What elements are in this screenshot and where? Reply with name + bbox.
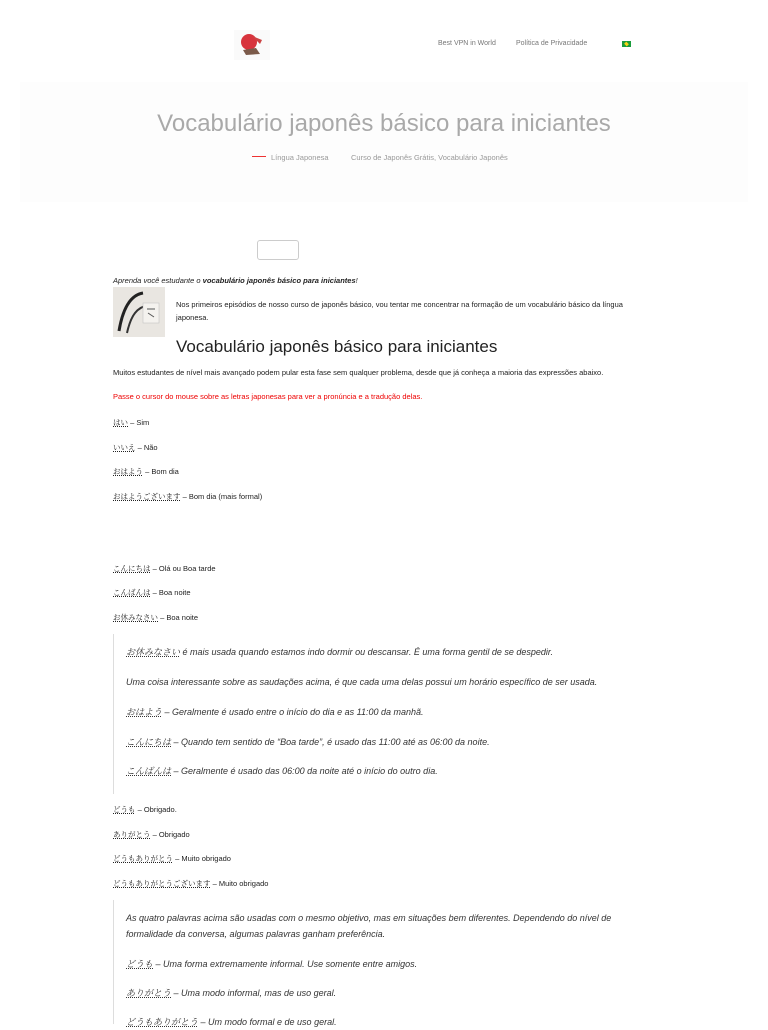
quote-line: こんにちは – Quando tem sentido de “Boa tarde”, é usado das 11:00 até as 06:00 da noite. (126, 737, 490, 747)
japanese-word[interactable]: こんばんは (113, 588, 151, 597)
japanese-word[interactable]: おはよう (113, 467, 143, 476)
japanese-word[interactable]: ありがとう (126, 988, 172, 998)
section-heading: Vocabulário japonês básico para iniciantes (176, 337, 498, 356)
quote-line: ありがとう – Uma modo informal, mas de uso geral. (126, 988, 337, 998)
blockquote-thanks (113, 900, 644, 1027)
japanese-word[interactable]: いいえ (113, 443, 136, 452)
japanese-word[interactable]: こんにちは (113, 564, 151, 573)
vocab-item: お休みなさい – Boa noite (113, 613, 199, 622)
japanese-word[interactable]: お休みなさい (113, 613, 158, 622)
japanese-word[interactable]: どうも (126, 959, 154, 969)
site-header (0, 0, 768, 80)
title-banner (20, 82, 748, 202)
site-logo[interactable] (234, 30, 270, 60)
vocab-item: はい – Sim (113, 418, 150, 427)
nav-best-vpn[interactable]: Best VPN in World (438, 40, 496, 47)
empty-box (257, 240, 299, 260)
japanese-word[interactable]: ありがとう (113, 830, 151, 839)
japanese-word[interactable]: おはようございます (113, 492, 181, 501)
vocab-item: おはよう – Bom dia (113, 467, 179, 476)
vocab-item: ありがとう – Obrigado (113, 830, 190, 839)
vocab-item: こんにちは – Olá ou Boa tarde (113, 564, 216, 573)
japanese-word[interactable]: どうもありがとうございます (113, 879, 211, 888)
quote-line: As quatro palavras acima são usadas com o mesmo objetivo, mas em situações bem diferentes. Dependendo do nível de formalidade da conversa, algumas palavras ganham preferência. (126, 913, 612, 939)
intro-text: Aprenda você estudante o vocabulário japonês básico para iniciantes! (113, 276, 358, 285)
vocab-item: おはようございます – Bom dia (mais formal) (113, 492, 263, 501)
japanese-word[interactable]: おはよう (126, 707, 163, 717)
japanese-word[interactable]: こんにちは (126, 737, 172, 747)
japanese-word[interactable]: どうも (113, 805, 136, 814)
vocab-item: どうも – Obrigado. (113, 805, 177, 814)
hover-hint: Passe o cursor do mouse sobre as letras japonesas para ver a pronúncia e a tradução delas. (113, 392, 423, 401)
quote-line: おはよう – Geralmente é usado entre o início do dia e as 11:00 da manhã. (126, 707, 424, 717)
japanese-word[interactable]: こんばんは (126, 766, 172, 776)
category-marker-icon (252, 156, 266, 157)
quote-line: Uma coisa interessante sobre as saudações acima, é que cada uma delas possui um horário específico de ser usada. (126, 677, 598, 687)
intro-paragraph: Nos primeiros episódios de nosso curso de japonês básico, vou tentar me concentrar na formação de um vocabulário básico da língua japonesa. (176, 300, 623, 322)
japanese-word[interactable]: はい (113, 418, 128, 427)
paragraph-advanced: Muitos estudantes de nível mais avançado podem pular esta fase sem qualquer problema, desde que já conheça a maioria das expressões abaixo. (113, 368, 604, 377)
brazil-flag-icon[interactable] (622, 41, 631, 47)
quote-line: どうもありがとう – Um modo formal e de uso geral. (126, 1017, 337, 1027)
quote-line: どうも – Uma forma extremamente informal. Use somente entre amigos. (126, 959, 418, 969)
quote-line: こんばんは – Geralmente é usado das 06:00 da noite até o início do outro dia. (126, 766, 438, 776)
japanese-word[interactable]: どうもありがとう (126, 1017, 199, 1027)
japanese-word[interactable]: お休みなさい (126, 647, 181, 657)
blockquote-greetings (113, 634, 644, 794)
japanese-word[interactable]: どうもありがとう (113, 854, 173, 863)
vocab-item: こんばんは – Boa noite (113, 588, 191, 597)
vocab-item: どうもありがとう – Muito obrigado (113, 854, 231, 863)
tags-link[interactable]: Curso de Japonês Grátis, Vocabulário Japonês (351, 153, 508, 162)
quote-line: お休みなさい é mais usada quando estamos indo dormir ou descansar. É uma forma gentil de se despedir. (126, 647, 554, 657)
page-title: Vocabulário japonês básico para iniciantes (157, 110, 611, 137)
vocab-item: どうもありがとうございます – Muito obrigado (113, 879, 269, 888)
article-thumbnail (113, 287, 165, 337)
vocab-item: いいえ – Não (113, 443, 158, 452)
nav-privacy-policy[interactable]: Política de Privacidade (516, 40, 588, 47)
category-link[interactable]: Língua Japonesa (271, 153, 329, 162)
